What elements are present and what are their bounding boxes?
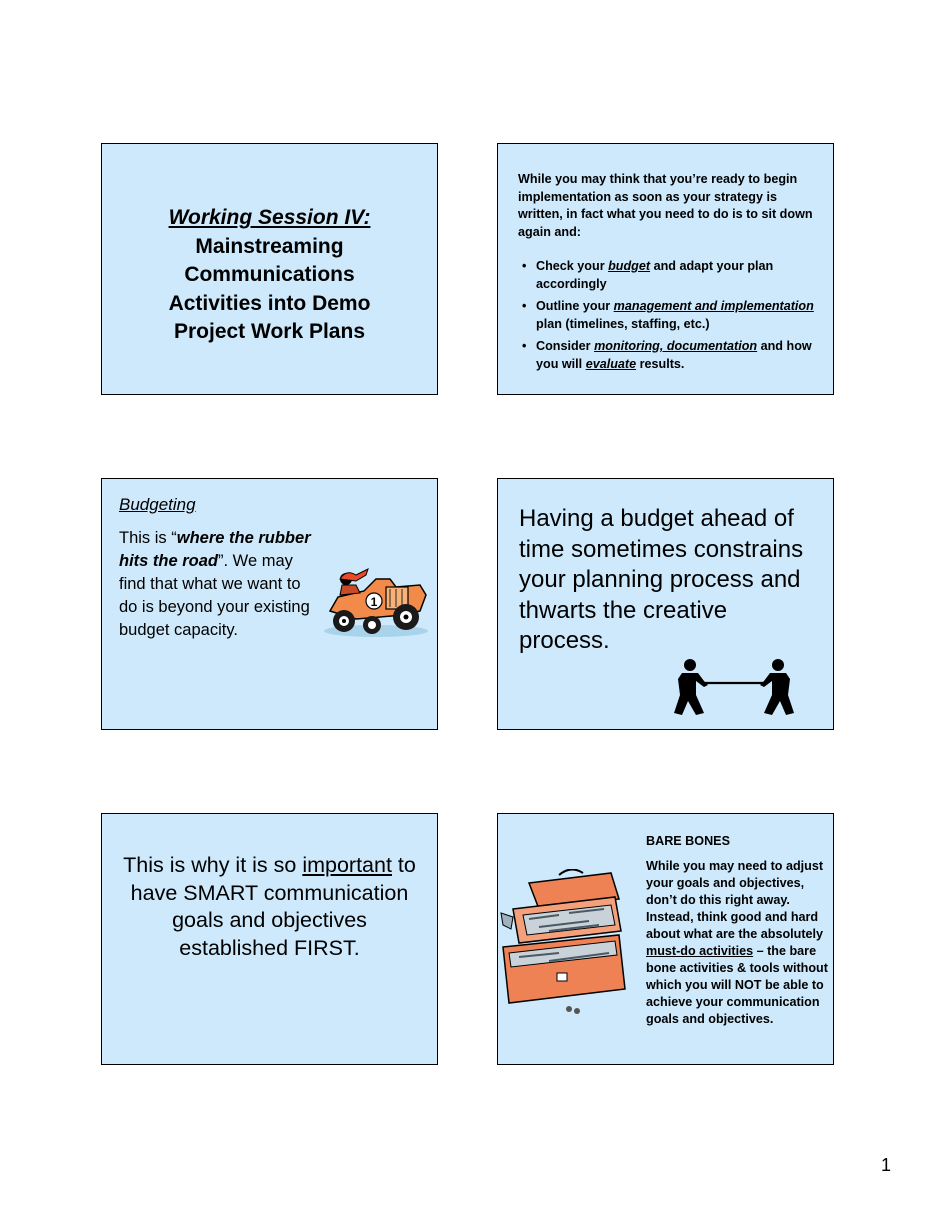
title-line: Project Work Plans	[173, 320, 365, 343]
item-text: results.	[636, 357, 685, 371]
title-line: Mainstreaming	[195, 234, 344, 258]
list-item	[518, 297, 826, 333]
slide-body	[122, 852, 417, 962]
body-text: This is why it is so	[123, 853, 303, 877]
body-text: This is “	[119, 529, 177, 547]
item-text: Check your	[536, 259, 609, 273]
toolbox-icon	[499, 869, 635, 1017]
tug-of-war-icon	[668, 657, 800, 717]
item-emphasis: management and implementation	[613, 299, 814, 313]
slide-body	[646, 858, 833, 1028]
slide-bare-bones	[497, 813, 834, 1065]
bullet: •	[522, 299, 527, 313]
body-emphasis: where the rubber hits the road	[119, 529, 311, 570]
body-text: ”. We may find that what we want to do is beyond your existing budget capacity.	[119, 552, 310, 639]
race-car-icon	[316, 565, 431, 641]
item-text: and adapt your plan accordingly	[536, 259, 774, 291]
bullet: •	[522, 259, 527, 273]
slide-heading: Budgeting	[119, 495, 196, 514]
slide-body: Having a budget ahead of time sometimes constrains your planning process and thwarts the creative process.	[519, 505, 804, 655]
title-line: Communications	[184, 263, 355, 286]
list-item	[518, 337, 826, 373]
list-item	[518, 257, 826, 293]
car-number: 1	[370, 595, 378, 609]
body-underlined: must-do activities	[646, 944, 754, 958]
body-text: While you may need to adjust your goals and objectives, don’t do this right away. Instead, think good and hard about what are the absolutely	[646, 859, 824, 941]
slide-budgeting	[101, 478, 438, 730]
item-text: plan (timelines, staffing, etc.)	[536, 317, 710, 331]
title-line: Activities into Demo	[168, 291, 371, 315]
body-text: – the bare bone activities & tools without which you will NOT be able to achieve your communication goals and objectives.	[646, 944, 828, 1026]
slide-title	[101, 143, 438, 395]
item-emphasis: evaluate	[585, 357, 637, 371]
intro-paragraph: While you may think that you’re ready to begin implementation as soon as your strategy is written, in fact what you need to do is to sit down again and:	[518, 172, 813, 239]
slide-body	[119, 527, 314, 642]
slide-implementation	[497, 143, 834, 395]
bullet: •	[522, 339, 527, 353]
body-underlined: important	[302, 853, 392, 877]
slide-budget-ahead	[497, 478, 834, 730]
slide-title-text	[102, 204, 437, 347]
slide-smart-goals	[101, 813, 438, 1065]
slide-heading: BARE BONES	[646, 834, 730, 848]
item-emphasis: monitoring, documentation	[594, 339, 758, 353]
item-text: Consider	[536, 339, 595, 353]
body-text: to have SMART communication goals and objectives established FIRST.	[130, 853, 416, 960]
item-text: and how you will	[536, 339, 812, 371]
item-emphasis: budget	[608, 259, 651, 273]
checklist	[518, 257, 826, 377]
item-text: Outline your	[536, 299, 614, 313]
session-label: Working Session IV:	[168, 206, 371, 229]
page-number: 1	[881, 1155, 892, 1175]
